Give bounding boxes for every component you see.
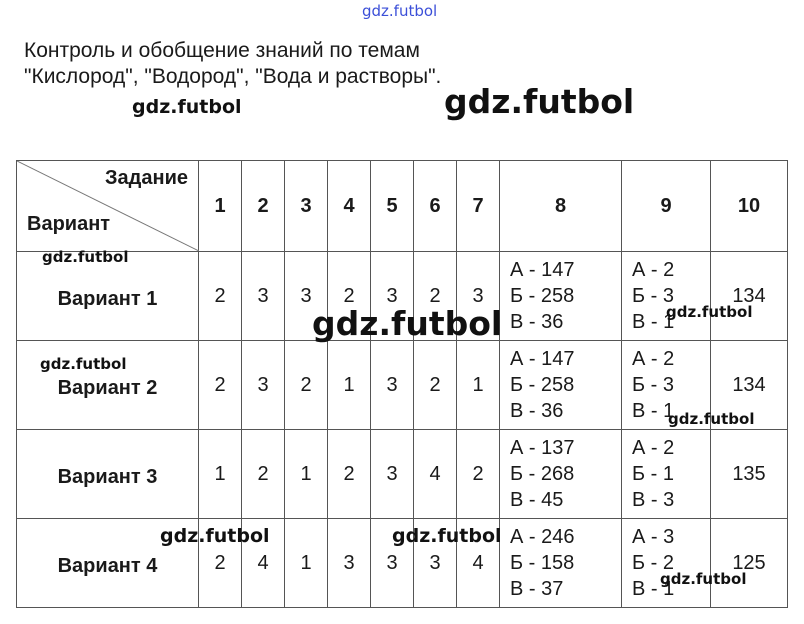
watermark-row4-left: gdz.futbol bbox=[160, 525, 270, 547]
answer-cell: 2 bbox=[242, 430, 285, 519]
answer-cell-multi bbox=[622, 430, 711, 519]
answer-cell: 134 bbox=[711, 252, 788, 341]
answer-cell-multi bbox=[622, 519, 711, 608]
column-header: 9 bbox=[622, 161, 711, 252]
answer-cell: 1 bbox=[285, 430, 328, 519]
watermark-row1-left: gdz.futbol bbox=[42, 248, 129, 266]
corner-task-label: Задание bbox=[105, 167, 188, 189]
answer-line: В - 1 bbox=[632, 311, 675, 333]
answer-cell: 2 bbox=[457, 430, 500, 519]
answer-line: Б - 1 bbox=[632, 463, 675, 485]
answer-cell: 2 bbox=[328, 430, 371, 519]
answer-cell: 4 bbox=[457, 519, 500, 608]
answer-cell-multi bbox=[622, 252, 711, 341]
variant-label-text: Вариант 2 bbox=[57, 376, 158, 399]
answer-cell: 2 bbox=[328, 252, 371, 341]
answer-line: А - 137 bbox=[510, 437, 575, 459]
answer-line: А - 147 bbox=[510, 348, 575, 370]
answer-line: Б - 158 bbox=[510, 552, 575, 574]
answer-cell: 125 bbox=[711, 519, 788, 608]
answer-cell-multi bbox=[500, 252, 622, 341]
column-header: 4 bbox=[328, 161, 371, 252]
answer-cell: 135 bbox=[711, 430, 788, 519]
answer-cell-multi bbox=[500, 519, 622, 608]
answer-cell-multi bbox=[500, 341, 622, 430]
answer-cell: 3 bbox=[371, 430, 414, 519]
answer-line: А - 246 bbox=[510, 526, 575, 548]
variant-label bbox=[17, 341, 199, 430]
watermark-row2-left: gdz.futbol bbox=[40, 355, 127, 373]
answer-cell: 1 bbox=[285, 519, 328, 608]
answer-line: В - 36 bbox=[510, 311, 564, 333]
answer-cell: 3 bbox=[242, 341, 285, 430]
variant-label bbox=[17, 430, 199, 519]
answer-cell: 2 bbox=[199, 252, 242, 341]
answer-line: А - 147 bbox=[510, 259, 575, 281]
corner-variant-label: Вариант bbox=[27, 213, 111, 235]
column-header: 1 bbox=[199, 161, 242, 252]
answer-cell: 3 bbox=[371, 341, 414, 430]
answer-cell: 134 bbox=[711, 341, 788, 430]
column-header: 8 bbox=[500, 161, 622, 252]
answer-line: А - 2 bbox=[632, 437, 675, 459]
answer-cell: 1 bbox=[328, 341, 371, 430]
column-header: 7 bbox=[457, 161, 500, 252]
answer-cell: 3 bbox=[414, 519, 457, 608]
answer-cell: 1 bbox=[199, 430, 242, 519]
answer-line: Б - 2 bbox=[632, 552, 675, 574]
answer-cell: 2 bbox=[199, 341, 242, 430]
answer-line: В - 45 bbox=[510, 489, 564, 511]
answer-cell: 2 bbox=[414, 252, 457, 341]
answer-line: В - 1 bbox=[632, 578, 675, 600]
variant-label-text: Вариант 4 bbox=[57, 554, 158, 577]
watermark-row1-right: gdz.futbol bbox=[666, 303, 753, 321]
watermark-row4-mid: gdz.futbol bbox=[392, 525, 502, 547]
answer-cell: 2 bbox=[414, 341, 457, 430]
corner-cell bbox=[17, 161, 199, 252]
answer-cell: 3 bbox=[371, 252, 414, 341]
watermark-table-center: gdz.futbol bbox=[312, 304, 503, 343]
watermark-row2-right: gdz.futbol bbox=[668, 410, 755, 428]
answer-cell: 3 bbox=[242, 252, 285, 341]
answer-cell: 2 bbox=[285, 341, 328, 430]
watermark-header-right: gdz.futbol bbox=[444, 82, 635, 121]
answer-line: А - 2 bbox=[632, 259, 675, 281]
answer-line: Б - 3 bbox=[632, 285, 675, 307]
watermark-header-left: gdz.futbol bbox=[132, 96, 242, 118]
answer-cell: 3 bbox=[457, 252, 500, 341]
answer-cell: 1 bbox=[457, 341, 500, 430]
answer-line: В - 3 bbox=[632, 489, 675, 511]
answer-line: В - 1 bbox=[632, 400, 675, 422]
answer-line: А - 3 bbox=[632, 526, 675, 548]
title-line-1: Контроль и обобщение знаний по темам bbox=[24, 39, 420, 62]
variant-label-text: Вариант 1 bbox=[57, 287, 158, 310]
variant-label-text: Вариант 3 bbox=[57, 465, 158, 488]
answer-cell: 3 bbox=[328, 519, 371, 608]
answer-line: В - 36 bbox=[510, 400, 564, 422]
column-header: 3 bbox=[285, 161, 328, 252]
answer-line: Б - 258 bbox=[510, 374, 575, 396]
answer-cell: 4 bbox=[242, 519, 285, 608]
header-row bbox=[17, 161, 788, 252]
title-line-2: "Кислород", "Водород", "Вода и растворы". bbox=[24, 65, 442, 88]
answer-cell: 3 bbox=[285, 252, 328, 341]
table-row bbox=[17, 430, 788, 519]
answer-line: Б - 268 bbox=[510, 463, 575, 485]
answer-cell: 3 bbox=[371, 519, 414, 608]
watermark-top: gdz.futbol bbox=[362, 2, 438, 20]
answer-cell-multi bbox=[500, 430, 622, 519]
column-header: 2 bbox=[242, 161, 285, 252]
column-header: 5 bbox=[371, 161, 414, 252]
column-header: 6 bbox=[414, 161, 457, 252]
answer-cell: 2 bbox=[199, 519, 242, 608]
answer-line: В - 37 bbox=[510, 578, 564, 600]
answer-line: А - 2 bbox=[632, 348, 675, 370]
answer-cell: 4 bbox=[414, 430, 457, 519]
answer-line: Б - 3 bbox=[632, 374, 675, 396]
column-header: 10 bbox=[711, 161, 788, 252]
answer-line: Б - 258 bbox=[510, 285, 575, 307]
watermark-row4-right: gdz.futbol bbox=[660, 570, 747, 588]
document-title bbox=[24, 38, 441, 90]
